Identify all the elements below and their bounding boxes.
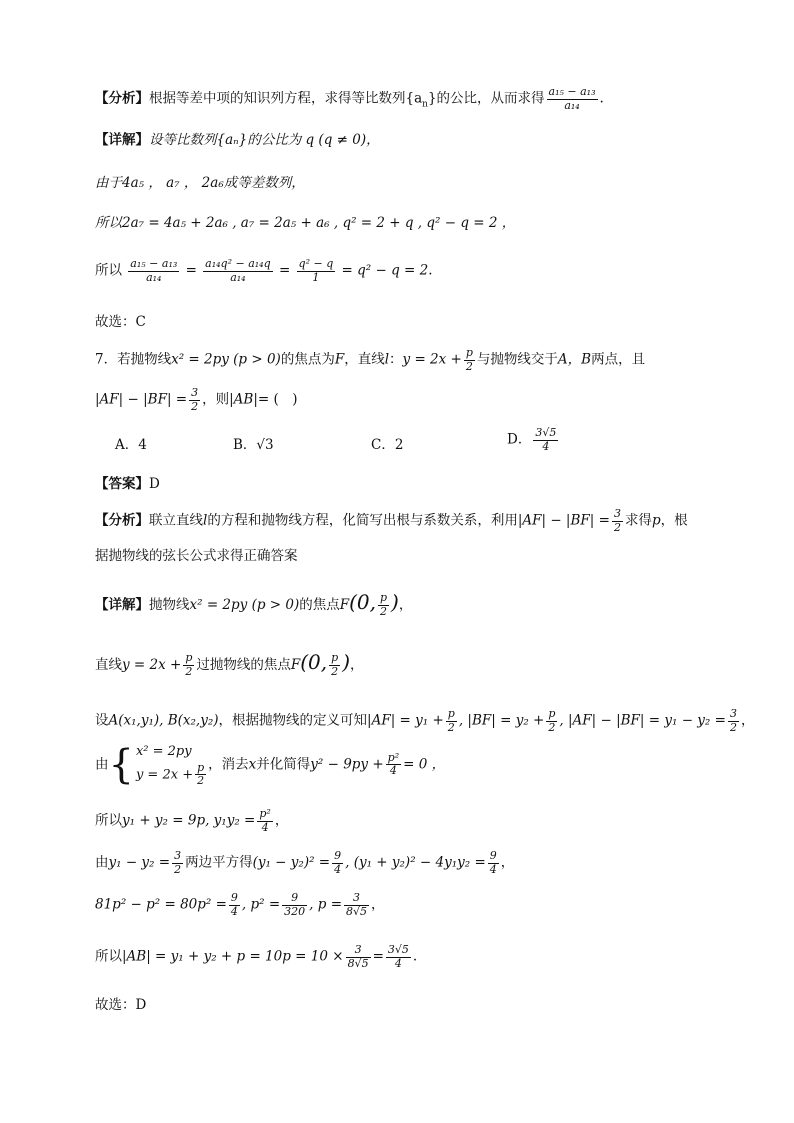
fraction-num: 3	[344, 892, 369, 906]
math: 81p² − p² = 80p² =	[95, 896, 227, 913]
text: ，	[350, 657, 364, 673]
text: 与抛物线交于	[476, 351, 558, 368]
text: ，根据抛物线的定义可知	[218, 712, 368, 729]
math: y₁ − y₂ =	[108, 854, 171, 871]
fraction	[203, 258, 272, 284]
detail-line-1	[95, 132, 380, 148]
fraction	[546, 708, 557, 734]
analysis-tag: 【分析】	[95, 512, 149, 529]
line-ratio-result	[95, 258, 433, 284]
text: 所以	[95, 812, 122, 829]
text: 联立直线	[149, 512, 203, 529]
paren: )	[342, 650, 350, 674]
fraction-den: 4	[489, 862, 497, 876]
fraction-num: p	[548, 707, 556, 720]
fraction-den: 8√5	[347, 956, 369, 970]
math: F	[290, 657, 301, 673]
fraction-num: 3√5	[387, 943, 409, 956]
fraction-den: 2	[174, 862, 182, 876]
option-b: B．√3	[233, 437, 274, 453]
fraction	[344, 892, 369, 918]
text: ，直线	[344, 351, 385, 368]
fraction	[128, 258, 179, 284]
math: =	[372, 948, 384, 965]
text: 过抛物线的焦点	[196, 657, 291, 673]
math: , (y₁ + y₂)² − 4y₁y₂ =	[345, 854, 486, 871]
text: ，	[740, 712, 755, 729]
fraction-den: 320	[284, 904, 306, 918]
fraction-num: a₁₄q² − a₁₄q	[205, 257, 271, 270]
fraction	[183, 652, 194, 678]
answer-tag-line	[95, 476, 160, 492]
text: ，	[398, 597, 413, 613]
math: F	[334, 351, 345, 368]
math: = 0 ，	[403, 756, 446, 773]
fraction-num: 3√5	[535, 426, 557, 439]
text: 两点，且	[591, 351, 646, 368]
answer-value: D	[149, 476, 160, 492]
fraction	[195, 762, 206, 788]
detail-2-line-1	[95, 590, 412, 619]
fraction-den: 2	[331, 665, 339, 678]
system-eq-2	[136, 762, 208, 788]
fraction-den: 2	[548, 720, 556, 734]
math: , |BF| = y₂ +	[458, 712, 545, 729]
text: ，根	[660, 512, 688, 529]
math: |AF| − |BF| =	[517, 512, 610, 529]
line-system	[95, 742, 445, 788]
text: ，	[500, 854, 515, 871]
option-a: A．4	[115, 437, 147, 453]
fraction-num: p²	[387, 750, 400, 764]
fraction-num: 3	[346, 944, 371, 958]
fraction-num: 9	[489, 849, 497, 862]
fraction	[229, 892, 240, 918]
text: 所以	[95, 948, 122, 965]
math: A，B	[557, 351, 592, 368]
text: 所以	[95, 262, 122, 279]
fraction	[612, 508, 623, 534]
fraction-num: a₁₅ − a₁₃	[548, 85, 596, 98]
text: 由	[95, 854, 109, 871]
math: |AB| = y₁ + y₂ + p = 10p = 10 ×	[122, 948, 344, 965]
fraction-num: p	[447, 707, 455, 720]
math: A(x₁,y₁), B(x₂,y₂)	[108, 712, 219, 729]
line-equations: 所以2a₇ = 4a₅ + 2a₆ , a₇ = 2a₅ + a₆ , q² = 2 + q , q² − q = 2 ，	[95, 215, 516, 231]
answer-tag: 【答案】	[95, 476, 149, 492]
analysis-text: 根据等差中项的知识列方程，求得等比数列{a	[149, 90, 423, 107]
fraction-den: 2	[197, 774, 205, 788]
fraction-num: 3	[729, 707, 737, 720]
math: , p =	[309, 896, 342, 913]
fraction	[282, 892, 307, 918]
fraction-den: 8√5	[346, 904, 368, 918]
fraction-num: 3	[191, 386, 199, 399]
fraction-num: 3	[613, 507, 621, 520]
equals: =	[185, 262, 197, 279]
text: = q² − q = 2.	[341, 262, 433, 279]
option-d-label: D．	[507, 431, 532, 448]
fraction	[533, 427, 558, 453]
line-chord-length	[95, 944, 417, 970]
text: ：	[389, 351, 403, 368]
fraction-den: 4	[389, 764, 397, 778]
math: y = 2x +	[402, 351, 462, 368]
fraction-den: 2	[465, 359, 473, 373]
period: .	[599, 90, 604, 107]
fraction	[346, 944, 371, 970]
line-definition	[95, 708, 754, 734]
fraction-num: p²	[259, 807, 271, 820]
math: y = 2x +	[135, 767, 194, 783]
math: |AF| = y₁ +	[367, 712, 444, 729]
text: ，消去	[208, 756, 249, 773]
fraction-den: 2	[185, 665, 193, 678]
fraction	[386, 752, 401, 778]
fraction-den: 2	[380, 605, 388, 618]
fraction-den: 4	[542, 439, 550, 453]
text: ，则	[202, 391, 230, 408]
fraction-den: a₁₄	[230, 270, 246, 284]
text: 的焦点	[299, 597, 340, 613]
paren: )	[391, 590, 399, 614]
fraction-den: 2	[613, 520, 621, 534]
fraction	[488, 850, 499, 876]
fraction-den: 1	[312, 270, 320, 284]
analysis-2-line-2: 据抛物线的弦长公式求得正确答案	[95, 548, 298, 564]
fraction	[297, 258, 336, 284]
text: 抛物线	[149, 597, 190, 613]
answer-line-1: 故选：C	[95, 314, 146, 330]
math: l	[384, 351, 390, 368]
math: F	[339, 597, 350, 613]
math: y₁ + y₂ = 9p, y₁y₂ =	[122, 812, 256, 829]
text: 求得	[624, 512, 652, 529]
line-focus	[95, 650, 364, 679]
fraction-den: 2	[191, 399, 199, 413]
fraction-num: p	[331, 651, 339, 665]
fraction-den: a₁₄	[146, 270, 162, 284]
question-7-line-2	[95, 387, 298, 413]
fraction	[329, 652, 340, 678]
fraction	[547, 86, 598, 112]
fraction	[378, 592, 389, 618]
fraction-num: p	[185, 651, 193, 665]
line-solve-p	[95, 892, 385, 918]
line-vieta	[95, 808, 288, 834]
text: 7．若抛物线	[95, 351, 172, 368]
option-d	[507, 427, 560, 453]
fraction-den: 2	[447, 720, 455, 734]
text: 直线	[95, 657, 122, 673]
math: l	[203, 512, 208, 529]
fraction-num: a₁₅ − a₁₃	[130, 257, 178, 270]
fraction-den: a₁₄	[564, 98, 580, 112]
fraction	[728, 708, 739, 734]
fraction-num: p	[380, 591, 388, 605]
fraction-num: p	[465, 346, 473, 359]
math: x² = 2py (p > 0)	[189, 597, 300, 613]
math: (y₁ − y₂)² =	[252, 854, 331, 871]
detail-text: 设等比数列{aₙ}的公比为 q (q ≠ 0)，	[149, 132, 380, 148]
math: , |AF| − |BF| = y₁ − y₂ =	[559, 712, 726, 729]
fraction	[172, 850, 183, 876]
paren: (0,	[349, 590, 376, 614]
fraction-den: 2	[729, 720, 737, 734]
fraction-den: 4	[394, 956, 402, 970]
fraction-num: 9	[334, 849, 342, 862]
text: 由	[95, 756, 109, 773]
text: 的方程和抛物线方程，化简写出根与系数关系，利用	[207, 512, 518, 529]
math: , p² =	[241, 896, 281, 913]
answer-line-2: 故选：D	[95, 997, 147, 1013]
analysis-2-line-1	[95, 508, 688, 534]
fraction	[386, 944, 411, 970]
equation-system	[136, 742, 208, 788]
math: |AF| − |BF| =	[95, 391, 188, 408]
line-square	[95, 850, 514, 876]
fraction-den: 4	[230, 904, 238, 918]
question-7-line-1	[95, 347, 645, 373]
text: .	[412, 948, 418, 965]
text: 并化简得	[256, 756, 311, 773]
fraction	[446, 708, 457, 734]
brace: {	[108, 741, 134, 788]
fraction-den: 4	[334, 862, 342, 876]
text: ，	[274, 812, 289, 829]
detail-tag: 【详解】	[95, 597, 149, 613]
fraction	[257, 808, 272, 834]
text: 两边平方得	[185, 854, 253, 871]
fraction	[332, 850, 343, 876]
analysis-tag: 【分析】	[95, 90, 149, 107]
text: = ( )	[257, 391, 298, 408]
paren: (0,	[300, 650, 328, 674]
option-c: C．2	[371, 437, 404, 453]
math: x	[248, 756, 257, 773]
math: y² − 9py +	[310, 756, 384, 773]
math: p	[651, 512, 661, 529]
fraction	[189, 387, 200, 413]
analysis-text-mid: }的公比，从而求得	[427, 90, 545, 107]
fraction-num: p	[197, 760, 205, 774]
math: y = 2x +	[122, 657, 182, 673]
text: ，	[371, 896, 385, 913]
line-arith-seq: 由于4a₅ ， a₇ ， 2a₆成等差数列，	[95, 175, 305, 191]
fraction	[464, 347, 475, 373]
analysis-line-1: 【分析】根据等差中项的知识列方程，求得等比数列$\{a_n\}$的公比，从而求得 $\frac{\text{a₁₅ − a₁₃}}{\text{a₁₄}}$ .	[95, 85, 604, 112]
system-eq-1: x² = 2py	[135, 744, 192, 759]
equals: =	[278, 262, 291, 279]
fraction-den: 4	[261, 820, 269, 834]
fraction-num: q² − q	[298, 257, 334, 270]
text: 的焦点为	[280, 351, 335, 368]
fraction-num: 9	[282, 892, 307, 906]
math: |AB|	[229, 391, 258, 408]
fraction-num: 9	[230, 891, 238, 904]
detail-tag: 【详解】	[95, 132, 149, 148]
math: x² = 2py (p > 0)	[171, 351, 281, 368]
fraction-num: 3	[174, 849, 182, 862]
text: 设	[95, 712, 109, 729]
